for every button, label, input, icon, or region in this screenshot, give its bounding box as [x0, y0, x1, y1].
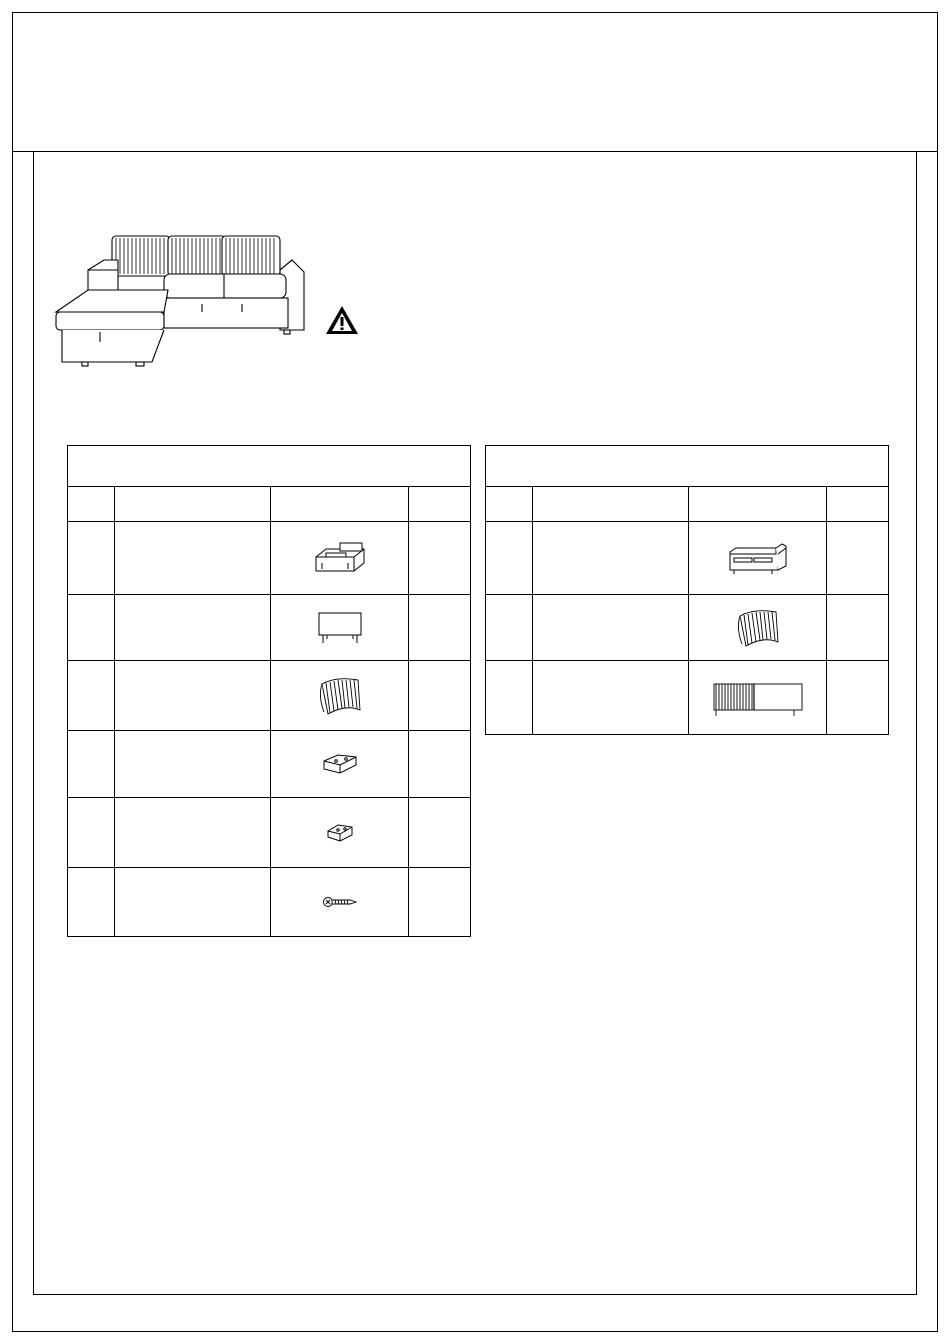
part-name	[115, 661, 271, 731]
part-number	[68, 798, 115, 868]
part-name	[115, 595, 271, 661]
column-header-picture	[271, 487, 409, 522]
ottoman-base-icon	[317, 611, 363, 645]
warning-triangle-icon	[324, 304, 360, 336]
sectional-sofa-illustration	[52, 232, 308, 368]
part-name	[115, 798, 271, 868]
part-qty	[409, 661, 471, 731]
part-name	[115, 731, 271, 798]
part-name	[533, 595, 689, 661]
part-qty	[409, 595, 471, 661]
table-title	[486, 446, 889, 487]
part-qty	[409, 522, 471, 595]
connector-block-large-icon	[320, 751, 360, 777]
part-qty	[409, 798, 471, 868]
table-row	[68, 595, 471, 661]
column-header-qty	[409, 487, 471, 522]
part-number	[486, 595, 533, 661]
column-header-no	[68, 487, 115, 522]
striped-back-cushion-icon	[316, 674, 364, 718]
part-qty	[827, 522, 889, 595]
back-cushions	[112, 236, 280, 276]
table-row	[486, 661, 889, 735]
table-title	[68, 446, 471, 487]
part-qty	[409, 868, 471, 937]
header-band	[12, 12, 938, 152]
part-number	[486, 522, 533, 595]
connector-block-small-icon	[324, 821, 356, 845]
column-header-qty	[827, 487, 889, 522]
part-number	[68, 868, 115, 937]
striped-back-cushion-icon	[734, 606, 782, 650]
part-number	[68, 661, 115, 731]
part-number	[68, 595, 115, 661]
table-row	[68, 661, 471, 731]
sofa-bed-section-icon	[726, 540, 790, 576]
column-header-picture	[689, 487, 827, 522]
part-name	[533, 522, 689, 595]
part-qty	[827, 595, 889, 661]
column-header-no	[486, 487, 533, 522]
part-qty	[409, 731, 471, 798]
part-number	[486, 661, 533, 735]
part-qty	[827, 661, 889, 735]
part-number	[68, 731, 115, 798]
table-row	[68, 798, 471, 868]
part-number	[68, 522, 115, 595]
column-header-name	[115, 487, 271, 522]
table-row	[486, 595, 889, 661]
table-row	[68, 868, 471, 937]
parts-table-left	[67, 445, 471, 937]
chaise-storage-section-icon	[312, 541, 368, 575]
part-name	[115, 868, 271, 937]
part-name	[115, 522, 271, 595]
table-row	[68, 522, 471, 595]
parts-table-right	[485, 445, 889, 735]
screw-icon	[322, 895, 358, 909]
table-row	[486, 522, 889, 595]
striped-armrest-panel-icon	[710, 678, 806, 718]
table-row	[68, 731, 471, 798]
part-name	[533, 661, 689, 735]
column-header-name	[533, 487, 689, 522]
